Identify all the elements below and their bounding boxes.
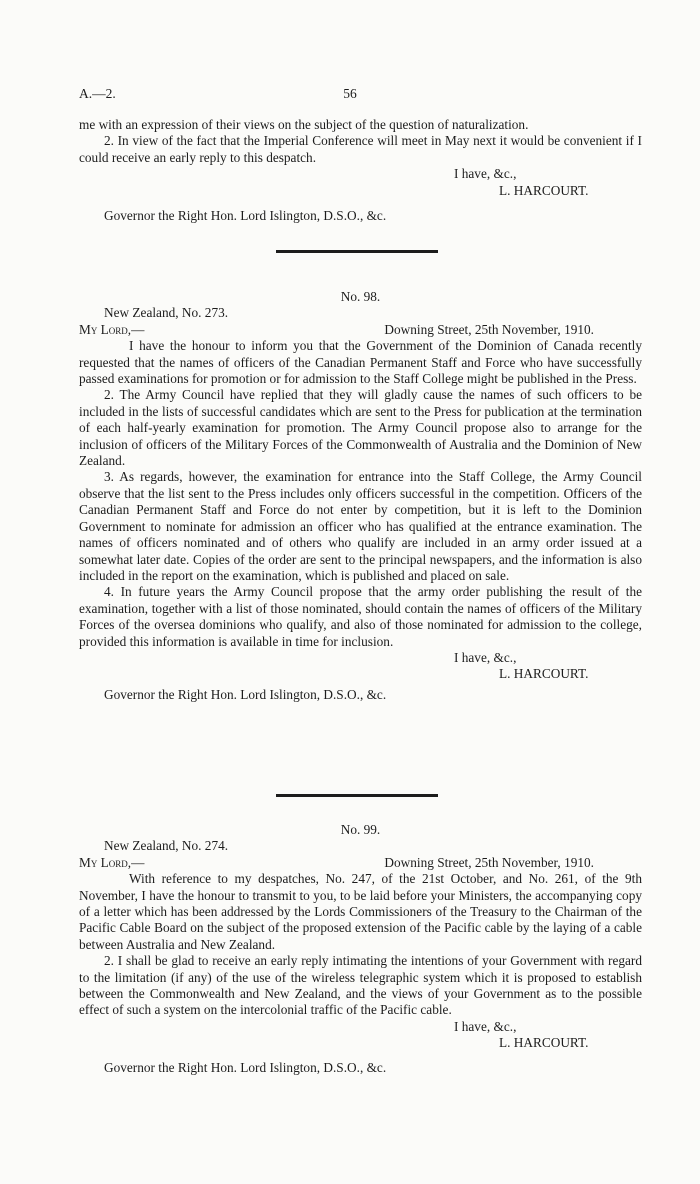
addressee: Governor the Right Hon. Lord Islington, D.S.O., &c.	[104, 208, 387, 224]
signature: L. HARCOURT.	[499, 182, 589, 198]
paragraph: me with an expression of their views on the subject of the question of naturalization.	[79, 117, 529, 132]
place-date: Downing Street, 25th November, 1910.	[384, 854, 594, 870]
despatch-reference: New Zealand, No. 273.	[104, 305, 229, 321]
salutation-row	[79, 855, 642, 871]
section-divider	[276, 794, 438, 797]
addressee: Governor the Right Hon. Lord Islington, D.S.O., &c.	[104, 686, 387, 702]
signature: L. HARCOURT.	[499, 1035, 589, 1051]
salutation-row	[79, 322, 642, 338]
despatch-99	[79, 822, 642, 1076]
closing: I have, &c.,	[454, 1018, 517, 1034]
closing: I have, &c.,	[454, 649, 517, 665]
despatch-number: No. 98.	[340, 289, 381, 304]
previous-despatch-end	[79, 117, 642, 224]
series-label: A.—2.	[79, 86, 116, 101]
paragraph: 3. As regards, however, the examination for entrance into the Staff College, the Army Council observe that the list sent to the Press includes only officers successful in the competition. Officers of the Canadian Permanent Staff and Force do not enter by competition, but it is left to the Dominion Government to nominate for admission an officer who has qualified at the entrance examination. The names of officers nominated and of others who qualify are included in an army order issued at a somewhat later date. Copies of the order are sent to the principal newspapers, and the information is also included in the report on the examination, which is published and placed on sale.	[79, 469, 642, 583]
place-date: Downing Street, 25th November, 1910.	[384, 321, 594, 337]
paragraph: 2. In view of the fact that the Imperial Conference will meet in May next it would be convenient if I could receive an early reply to this despatch.	[79, 133, 642, 165]
salutation: My Lord,—	[79, 854, 145, 870]
page-header	[79, 86, 621, 106]
salutation: My Lord,—	[79, 321, 145, 337]
despatch-98	[79, 289, 642, 703]
despatch-reference: New Zealand, No. 274.	[104, 838, 229, 854]
despatch-number: No. 99.	[340, 822, 381, 837]
closing: I have, &c.,	[454, 166, 517, 182]
paragraph: 4. In future years the Army Council propose that the army order publishing the result of the examination, together with a list of those nominated, should contain the names of officers of the Military Forces of the oversea dominions who qualify, and also of those nominated for admission to the college, provided this information is available in time for inclusion.	[79, 584, 642, 649]
paragraph: 2. The Army Council have replied that they will gladly cause the names of such officers to be included in the lists of successful candidates which are sent to the Press for publication at the termination of each half-yearly examination for promotion. The Army Council propose also to arrange for the inclusion of officers of the Military Forces of the Commonwealth of Australia and the Dominion of New Zealand.	[79, 387, 642, 469]
paragraph: With reference to my despatches, No. 247, of the 21st October, and No. 261, of the 9th November, I have the honour to transmit to you, to be laid before your Ministers, the accompanying copy of a letter which has been addressed by the Lords Commissioners of the Treasury to the Chairman of the Pacific Cable Board on the subject of the proposed extension of the Pacific cable by the laying of a cable between Australia and New Zealand.	[79, 871, 642, 952]
page-number: 56	[343, 86, 357, 101]
addressee: Governor the Right Hon. Lord Islington, D.S.O., &c.	[104, 1059, 387, 1075]
paragraph: 2. I shall be glad to receive an early reply intimating the intentions of your Government with regard to the limitation (if any) of the use of the wireless telegraphic system which it is proposed to establish between the Commonwealth and New Zealand, and the views of your Government as to the possible effect of such a system on the intercolonial traffic of the Pacific cable.	[79, 953, 642, 1018]
paragraph: I have the honour to inform you that the Government of the Dominion of Canada recently requested that the names of officers of the Canadian Permanent Staff and Force who have successfully passed examinations for promotion or for admission to the Staff College might be published in the Press.	[79, 338, 642, 387]
signature: L. HARCOURT.	[499, 666, 589, 682]
section-divider	[276, 250, 438, 253]
